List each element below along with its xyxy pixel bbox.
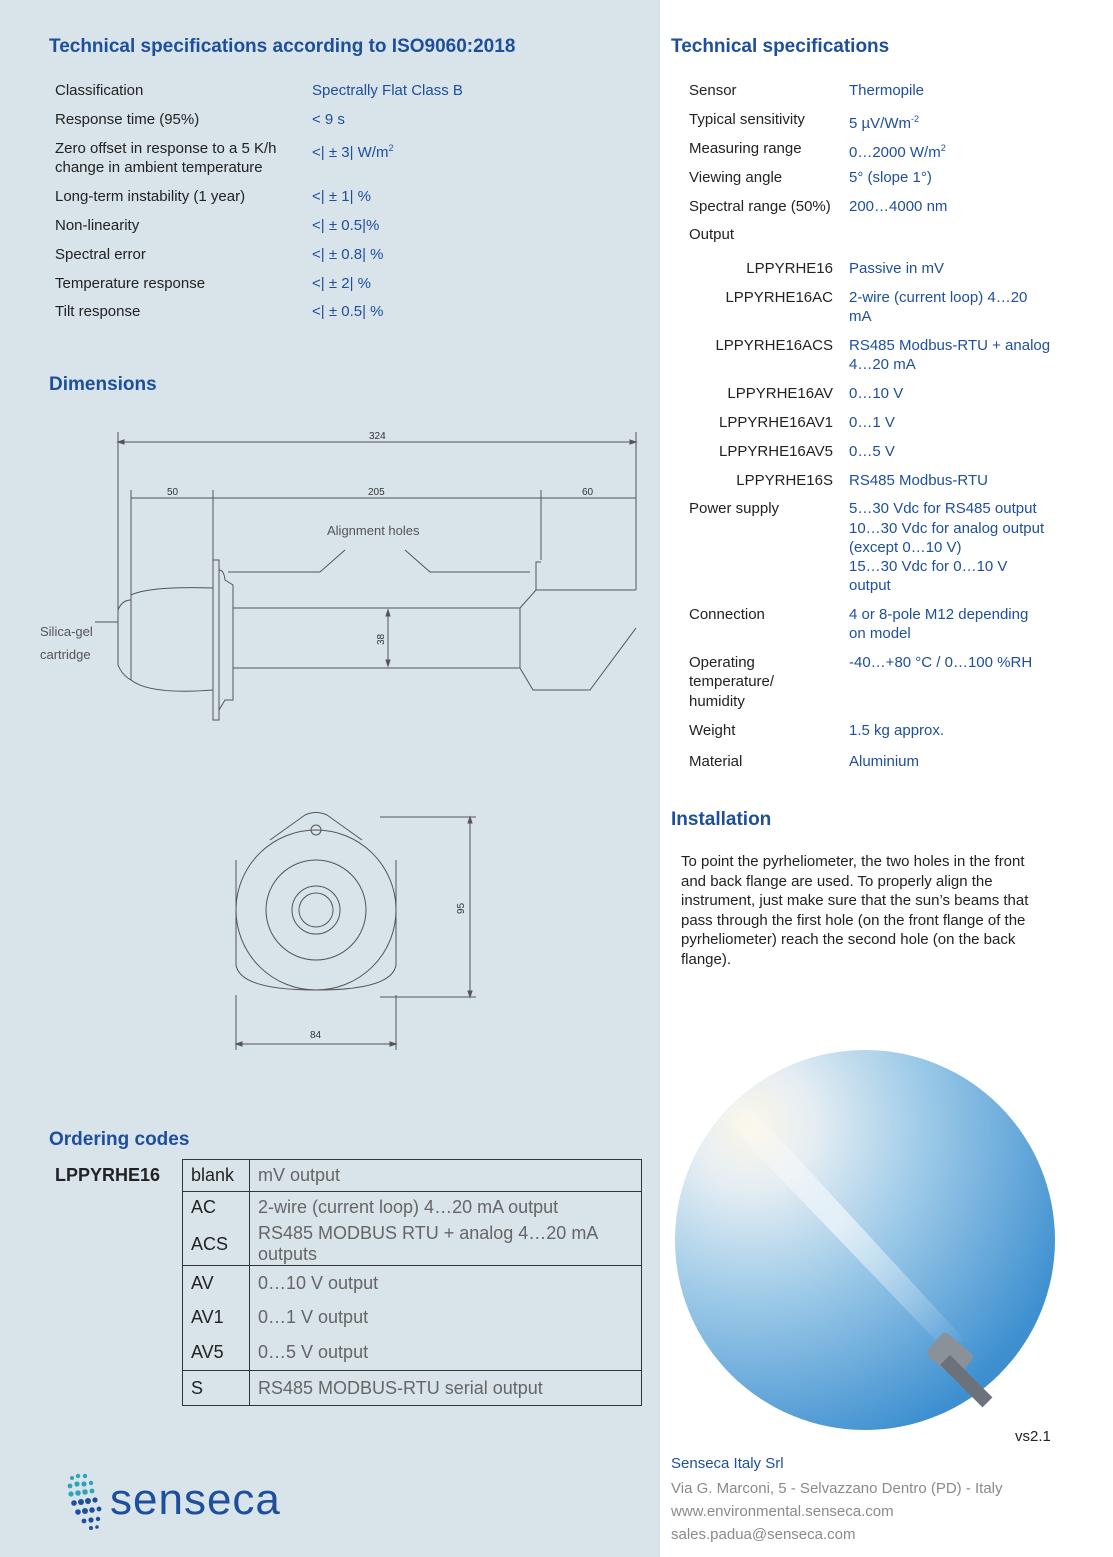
output-model: LPPYRHE16S [736, 472, 833, 489]
silica-label-1: Silica-gel [40, 624, 93, 639]
output-model: LPPYRHE16ACS [715, 337, 833, 354]
spec-value: <| ± 2| % [312, 275, 371, 292]
logo-wordmark: senseca [110, 1475, 281, 1524]
output-model: LPPYRHE16AV5 [719, 443, 833, 460]
dim-mid: 205 [368, 487, 385, 498]
output-desc: 2-wire (current loop) 4…20 [849, 289, 1028, 306]
table-row [183, 1192, 642, 1224]
output-desc: RS485 Modbus-RTU [849, 472, 988, 489]
order-code: AC [183, 1192, 250, 1224]
order-code: AV1 [183, 1300, 250, 1334]
dim-left: 50 [167, 487, 179, 498]
spec-label: change in ambient temperature [55, 159, 263, 176]
spec-value: Aluminium [849, 753, 920, 770]
company-address: Via G. Marconi, 5 - Selvazzano Dentro (PD) - Italy [671, 1480, 1003, 1497]
spec-value: < 9 s [312, 111, 345, 128]
order-code: blank [183, 1160, 250, 1192]
table-row [183, 1223, 642, 1266]
order-desc: 0…1 V output [250, 1300, 642, 1334]
iso-specs-heading: Technical specifications according to ISO9060:2018 [49, 36, 516, 57]
dim-width: 84 [310, 1030, 322, 1041]
output-model: LPPYRHE16AV [727, 385, 833, 402]
output-desc: RS485 Modbus-RTU + analog [849, 337, 1051, 354]
ordering-model: LPPYRHE16 [55, 1165, 161, 1185]
spec-label: Viewing angle [689, 169, 783, 186]
dimension-drawing [0, 410, 660, 1060]
spec-label: Non-linearity [55, 217, 140, 234]
spec-value: 1.5 kg approx. [849, 722, 945, 739]
output-model: LPPYRHE16AV1 [719, 414, 833, 431]
spec-value: 200…4000 nm [849, 198, 948, 215]
order-desc: 0…5 V output [250, 1334, 642, 1371]
table-row [183, 1266, 642, 1301]
output-desc: Passive in mV [849, 260, 945, 277]
spec-value: 4 or 8-pole M12 depending [849, 606, 1029, 623]
output-model: LPPYRHE16AC [725, 289, 833, 306]
spec-value: <| ± 0.5| % [312, 303, 384, 320]
spec-label: temperature/ [689, 673, 775, 690]
spec-label: Classification [55, 82, 144, 99]
order-desc: 0…10 V output [250, 1266, 642, 1301]
email-link[interactable]: sales.padua@senseca.com [671, 1526, 856, 1543]
silica-label-2: cartridge [40, 647, 91, 662]
dimensions-heading: Dimensions [49, 374, 157, 395]
version-label: vs2.1 [1015, 1428, 1051, 1445]
order-desc: RS485 MODBUS-RTU serial output [250, 1371, 642, 1406]
table-row [183, 1334, 642, 1371]
order-code: AV5 [183, 1334, 250, 1371]
output-desc: 0…10 V [849, 385, 904, 402]
spec-label: Tilt response [55, 303, 141, 320]
spec-value: 10…30 Vdc for analog output [849, 520, 1045, 537]
table-row [183, 1300, 642, 1334]
order-code: ACS [183, 1223, 250, 1266]
spec-label: Operating [689, 654, 755, 671]
tech-specs-heading: Technical specifications [671, 36, 890, 57]
spec-label: Temperature response [55, 275, 206, 292]
spec-value: <| ± 1| % [312, 188, 371, 205]
output-desc: 0…5 V [849, 443, 895, 460]
spec-value: -40…+80 °C / 0…100 %RH [849, 654, 1033, 671]
spec-value: (except 0…10 V) [849, 539, 962, 556]
output-desc: mA [849, 308, 872, 325]
website-link[interactable]: www.environmental.senseca.com [671, 1503, 894, 1520]
spec-label: Typical sensitivity [689, 111, 805, 128]
dim-right: 60 [582, 487, 594, 498]
output-desc: 0…1 V [849, 414, 895, 431]
spec-label: Weight [689, 722, 736, 739]
order-code: AV [183, 1266, 250, 1301]
spec-label: Output [689, 226, 735, 243]
spec-value: output [849, 577, 891, 594]
ordering-table [182, 1159, 642, 1406]
spec-label: Connection [689, 606, 765, 623]
spec-label: humidity [689, 693, 745, 710]
order-code: S [183, 1371, 250, 1406]
spec-value: 5° (slope 1°) [849, 169, 932, 186]
spec-value: <| ± 3| $W/m^2$ [312, 143, 394, 161]
sky-photo [675, 1050, 1057, 1432]
spec-value: Thermopile [849, 82, 925, 99]
order-desc: RS485 MODBUS RTU + analog 4…20 mA outputs [250, 1223, 642, 1266]
spec-value: 0…2000 $W/m^2$ [849, 143, 946, 161]
spec-value: Spectrally Flat Class B [312, 82, 463, 99]
dim-height: 95 [456, 902, 467, 914]
table-row [183, 1371, 642, 1406]
spec-label: Response time (95%) [55, 111, 200, 128]
spec-value: on model [849, 625, 911, 642]
spec-value: 5 $\mu V/Wm^{-2}$ [849, 114, 919, 132]
spec-label: Power supply [689, 500, 780, 517]
company-name: Senseca Italy Srl [671, 1455, 784, 1472]
spec-value: 15…30 Vdc for 0…10 V [849, 558, 1008, 575]
table-row [183, 1160, 642, 1192]
ordering-heading: Ordering codes [49, 1129, 190, 1150]
spec-label: Material [689, 753, 743, 770]
order-desc: mV output [250, 1160, 642, 1192]
dim-diameter: 38 [376, 633, 387, 645]
output-model: LPPYRHE16 [746, 260, 833, 277]
spec-label: Sensor [689, 82, 737, 99]
spec-label: Long-term instability (1 year) [55, 188, 246, 205]
spec-value: <| ± 0.8| % [312, 246, 384, 263]
output-desc: 4…20 mA [849, 356, 916, 373]
order-desc: 2-wire (current loop) 4…20 mA output [250, 1192, 642, 1224]
spec-value: <| ± 0.5|% [312, 217, 380, 234]
spec-label: Measuring range [689, 140, 802, 157]
spec-label: Spectral range (50%) [689, 198, 831, 215]
dim-total: 324 [369, 431, 386, 442]
installation-text: To point the pyrheliometer, the two holes in the front and back flange are used. To properly align the instrument, just make sure that the sun’s beams that pass through the first hole (on the front flange of the pyrheliometer) reach the second hole (on the back flange). [681, 853, 1029, 968]
spec-label: Zero offset in response to a 5 K/h [55, 140, 277, 157]
spec-label: Spectral error [55, 246, 146, 263]
installation-heading: Installation [671, 809, 772, 830]
spec-value: 5…30 Vdc for RS485 output [849, 500, 1037, 517]
alignment-label: Alignment holes [327, 523, 420, 538]
